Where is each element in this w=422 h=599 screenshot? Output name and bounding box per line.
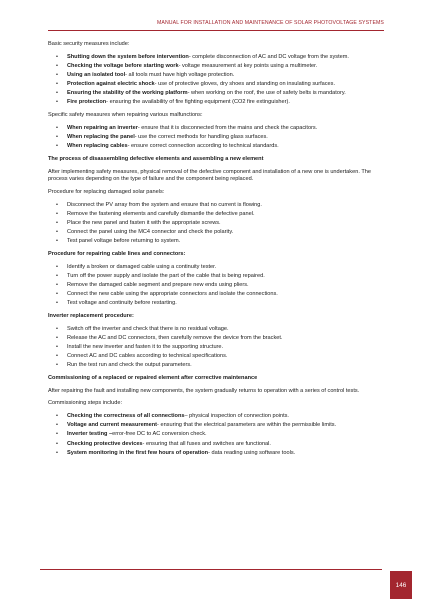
list-item [48,431,383,439]
list-item [48,273,383,281]
basic-measures-intro: Basic security measures include: [48,41,130,47]
bullet-icon: • [56,210,58,217]
list-item-text: - complete disconnection of AC and DC voltage from the system. [188,53,349,60]
commissioning-heading: Commissioning of a replaced or repaired element after corrective maintenance [48,374,258,381]
list-item-text: - all tools must have high voltage protection. [125,71,235,78]
list-item [48,81,383,89]
bullet-icon: • [56,124,58,131]
list-item-text: - ensure correct connection according to technical standards. [127,143,279,150]
bullet-icon: • [56,352,58,359]
list-item-text: - use of protective gloves, dry shoes and standing on insulating surfaces. [154,81,336,88]
bullet-icon: • [56,229,58,236]
list-item [48,422,383,430]
list-item-term: Ensuring the stability of the working platform [67,90,188,97]
list-item-text: error-free DC to AC conversion check. [112,431,207,438]
page-content [48,41,383,462]
inverter-list [48,326,383,370]
process-paragraph: After implementing safety measures, physical removal of the defective component and installation of a new one is undertaken. The process varies depending on the type of failure and the component being replaced. [48,168,371,183]
list-item-text: Connect the new cable using the appropriate connectors and isolate the connections. [67,290,278,297]
list-item-text: - data reading using software tools. [208,449,296,456]
list-item-text: - when working on the roof, the use of safety belts is mandatory. [187,90,346,97]
list-item-text: - ensuring the availability of fire fighting equipment (CO2 fire extinguisher). [106,99,290,106]
list-item [48,300,383,308]
list-item-term: Checking the correctness of all connections [67,413,185,420]
bullet-icon: • [56,343,58,350]
bullet-icon: • [56,90,58,97]
list-item-text: - ensuring that the electrical parameters are within the permissible limits. [157,422,337,429]
list-item [48,326,383,334]
list-item [48,143,383,151]
list-item-term: Checking protective devices [67,440,143,447]
list-item [48,282,383,290]
list-item-term: System monitoring in the first few hours of operation [67,449,209,456]
list-item [48,72,383,80]
list-item-text: Connect AC and DC cables according to technical specifications. [67,352,228,359]
list-item-text: - ensuring that all fuses and switches are functional. [142,440,271,447]
list-item [48,202,383,210]
bullet-icon: • [56,272,58,279]
bullet-icon: • [56,81,58,88]
list-item-text: Remove the fastening elements and carefully dismantle the defective panel. [67,210,255,217]
list-item-term: Protection against electric shock [67,81,155,88]
page-number-box [390,571,412,599]
list-item-text: Identify a broken or damaged cable using a continuity tester. [67,263,217,270]
bullet-icon: • [56,334,58,341]
page-number: 146 [395,581,407,589]
header-rule [48,30,384,31]
list-item [48,134,383,142]
list-item-term: Checking the voltage before starting work [67,62,179,69]
list-item [48,99,383,107]
bullet-icon: • [56,53,58,60]
list-item [48,125,383,133]
bullet-icon: • [56,71,58,78]
list-item-term: Using an isolated tool [67,71,126,78]
inverter-heading: Inverter replacement procedure: [48,312,134,319]
basic-measures-list [48,54,383,107]
list-item-term: Inverter testing – [67,431,113,438]
bullet-icon: • [56,62,58,69]
bullet-icon: • [56,449,58,456]
list-item [48,291,383,299]
list-item-text: Test voltage and continuity before restarting. [67,300,177,307]
list-item-text: Remove the damaged cable segment and prepare new ends using pliers. [67,281,249,288]
cables-heading: Procedure for repairing cable lines and connectors: [48,250,186,257]
list-item-text: Connect the panel using the MC4 connector and check the polarity. [67,229,234,236]
list-item [48,344,383,352]
specific-measures-intro: Specific safety measures when repairing various malfunctions: [48,112,203,119]
list-item-text: Disconnect the PV array from the system and ensure that no current is flowing. [67,201,262,208]
list-item-term: When replacing cables [67,143,128,150]
list-item-text: Turn off the power supply and isolate the part of the cable that is being repaired. [67,272,265,279]
bullet-icon: • [56,300,58,307]
list-item-text: Switch off the inverter and check that there is no residual voltage. [67,325,229,332]
list-item-term: Fire protection [67,99,107,106]
bullet-icon: • [56,413,58,420]
list-item [48,229,383,237]
bullet-icon: • [56,133,58,140]
bullet-icon: • [56,431,58,438]
panels-list [48,202,383,246]
list-item [48,54,383,62]
list-item [48,211,383,219]
list-item [48,90,383,98]
bullet-icon: • [56,422,58,429]
list-item-text: – physical inspection of connection points. [184,413,289,420]
specific-measures-list [48,125,383,151]
list-item-text: Place the new panel and fasten it with the appropriate screws. [67,219,221,226]
list-item [48,220,383,228]
bullet-icon: • [56,201,58,208]
bullet-icon: • [56,263,58,270]
bullet-icon: • [56,219,58,226]
list-item-text: - use the correct methods for handling glass surfaces. [134,133,268,140]
list-item [48,238,383,246]
list-item [48,441,383,449]
list-item-text: Test panel voltage before returning to system. [67,238,181,245]
list-item-text: Release the AC and DC connectors, then carefully remove the device from the bracket. [67,334,283,341]
list-item-text: - voltage measurement at key points using a multimeter. [178,62,318,69]
list-item [48,353,383,361]
list-item [48,335,383,343]
commissioning-paragraph: After repairing the fault and installing new components, the system gradually returns to operation with a series of control tests. [48,387,360,394]
footer-rule [40,569,382,570]
cables-list [48,264,383,308]
list-item [48,63,383,71]
bullet-icon: • [56,238,58,245]
bullet-icon: • [56,281,58,288]
list-item-text: - ensure that it is disconnected from the mains and check the capacitors. [137,124,318,131]
list-item [48,362,383,370]
list-item-text: Run the test run and check the output parameters. [67,362,192,369]
list-item [48,413,383,421]
commissioning-steps-intro: Commissioning steps include: [48,400,122,407]
bullet-icon: • [56,440,58,447]
bullet-icon: • [56,362,58,369]
bullet-icon: • [56,99,58,106]
list-item-term: Voltage and current measurement [67,422,158,429]
bullet-icon: • [56,290,58,297]
panels-intro: Procedure for replacing damaged solar panels: [48,188,165,195]
process-heading: The process of disassembling defective elements and assembling a new element [48,155,264,162]
list-item-text: Install the new inverter and fasten it to the supporting structure. [67,343,224,350]
list-item-term: Shutting down the system before intervention [67,53,189,60]
commissioning-list [48,413,383,457]
bullet-icon: • [56,143,58,150]
list-item [48,264,383,272]
list-item-term: When repairing an inverter [67,124,138,131]
list-item-term: When replacing the panel [67,133,135,140]
running-header: MANUAL FOR INSTALLATION AND MAINTENANCE OF SOLAR PHOTOVOLTAGE SYSTEMS [156,20,384,26]
bullet-icon: • [56,325,58,332]
list-item [48,450,383,458]
